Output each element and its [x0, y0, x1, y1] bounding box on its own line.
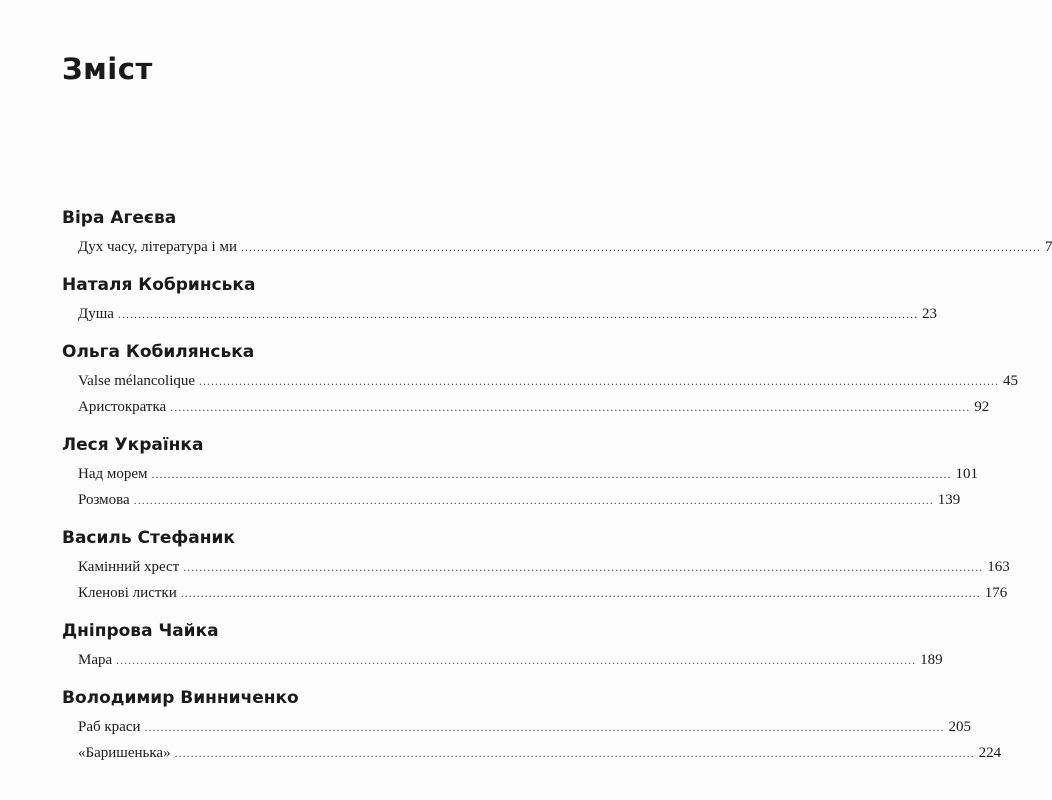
toc-section [62, 340, 1019, 420]
page-number: 163 [987, 559, 1010, 575]
toc-section [62, 433, 979, 513]
toc-entry[interactable] [78, 647, 943, 673]
toc-entry[interactable] [78, 580, 1008, 606]
page-number: 189 [920, 652, 943, 668]
page-number: 7 [1044, 239, 1052, 255]
dot-leader: ........................................................................................................................................................................................................ [199, 374, 1000, 388]
page-title: Зміст [62, 52, 153, 86]
toc-section [62, 526, 1010, 606]
toc-entry[interactable] [78, 461, 979, 487]
toc-section [62, 619, 943, 673]
dot-leader: ........................................................................................................................................................................................................ [133, 493, 934, 507]
entry-title: Над морем [78, 466, 148, 482]
toc-entry[interactable] [78, 301, 937, 327]
author-name: Володимир Винниченко [62, 688, 299, 708]
entry-title: Душа [78, 306, 114, 322]
dot-leader: ........................................................................................................................................................................................................ [116, 653, 917, 667]
entry-title: Розмова [78, 492, 130, 508]
toc-entry[interactable] [78, 554, 1010, 580]
author-name: Ольга Кобилянська [62, 342, 255, 362]
dot-leader: ........................................................................................................................................................................................................ [240, 240, 1041, 254]
dot-leader: ........................................................................................................................................................................................................ [183, 560, 984, 574]
author-name: Леся Українка [62, 435, 204, 455]
table-of-contents [62, 206, 1052, 779]
dot-leader: ........................................................................................................................................................................................................ [144, 720, 945, 734]
entry-title: Аристократка [78, 399, 167, 415]
author-name: Наталя Кобринська [62, 275, 256, 295]
dot-leader: ........................................................................................................................................................................................................ [170, 400, 971, 414]
author-name: Віра Агеєва [62, 208, 177, 228]
page-number: 139 [937, 492, 961, 508]
toc-entry[interactable] [78, 234, 1052, 260]
toc-entry[interactable] [78, 487, 961, 513]
toc-entry[interactable] [78, 394, 990, 420]
entry-title: Дух часу, література і ми [78, 239, 237, 255]
page-number: 224 [978, 745, 1002, 761]
toc-entry[interactable] [78, 368, 1019, 394]
author-name: Василь Стефаник [62, 528, 235, 548]
page-number: 101 [955, 466, 979, 482]
dot-leader: ........................................................................................................................................................................................................ [180, 586, 981, 600]
entry-title: Камінний хрест [78, 559, 180, 575]
entry-title: Valse mélancolique [78, 373, 196, 389]
page-number: 176 [984, 585, 1008, 601]
entry-title: «Баришенька» [78, 745, 171, 761]
dot-leader: ........................................................................................................................................................................................................ [151, 467, 952, 481]
page-number: 205 [948, 719, 972, 735]
toc-section [62, 273, 937, 327]
toc-entry[interactable] [78, 740, 1002, 766]
author-name: Дніпрова Чайка [62, 621, 219, 641]
toc-section [62, 686, 1002, 766]
entry-title: Кленові листки [78, 585, 177, 601]
entry-title: Раб краси [78, 719, 141, 735]
dot-leader: ........................................................................................................................................................................................................ [117, 307, 918, 321]
toc-section [62, 206, 1052, 260]
dot-leader: ........................................................................................................................................................................................................ [174, 746, 975, 760]
entry-title: Мара [78, 652, 113, 668]
toc-entry[interactable] [78, 714, 972, 740]
page-number: 45 [1003, 373, 1019, 389]
page-number: 23 [921, 306, 937, 322]
page-number: 92 [974, 399, 990, 415]
